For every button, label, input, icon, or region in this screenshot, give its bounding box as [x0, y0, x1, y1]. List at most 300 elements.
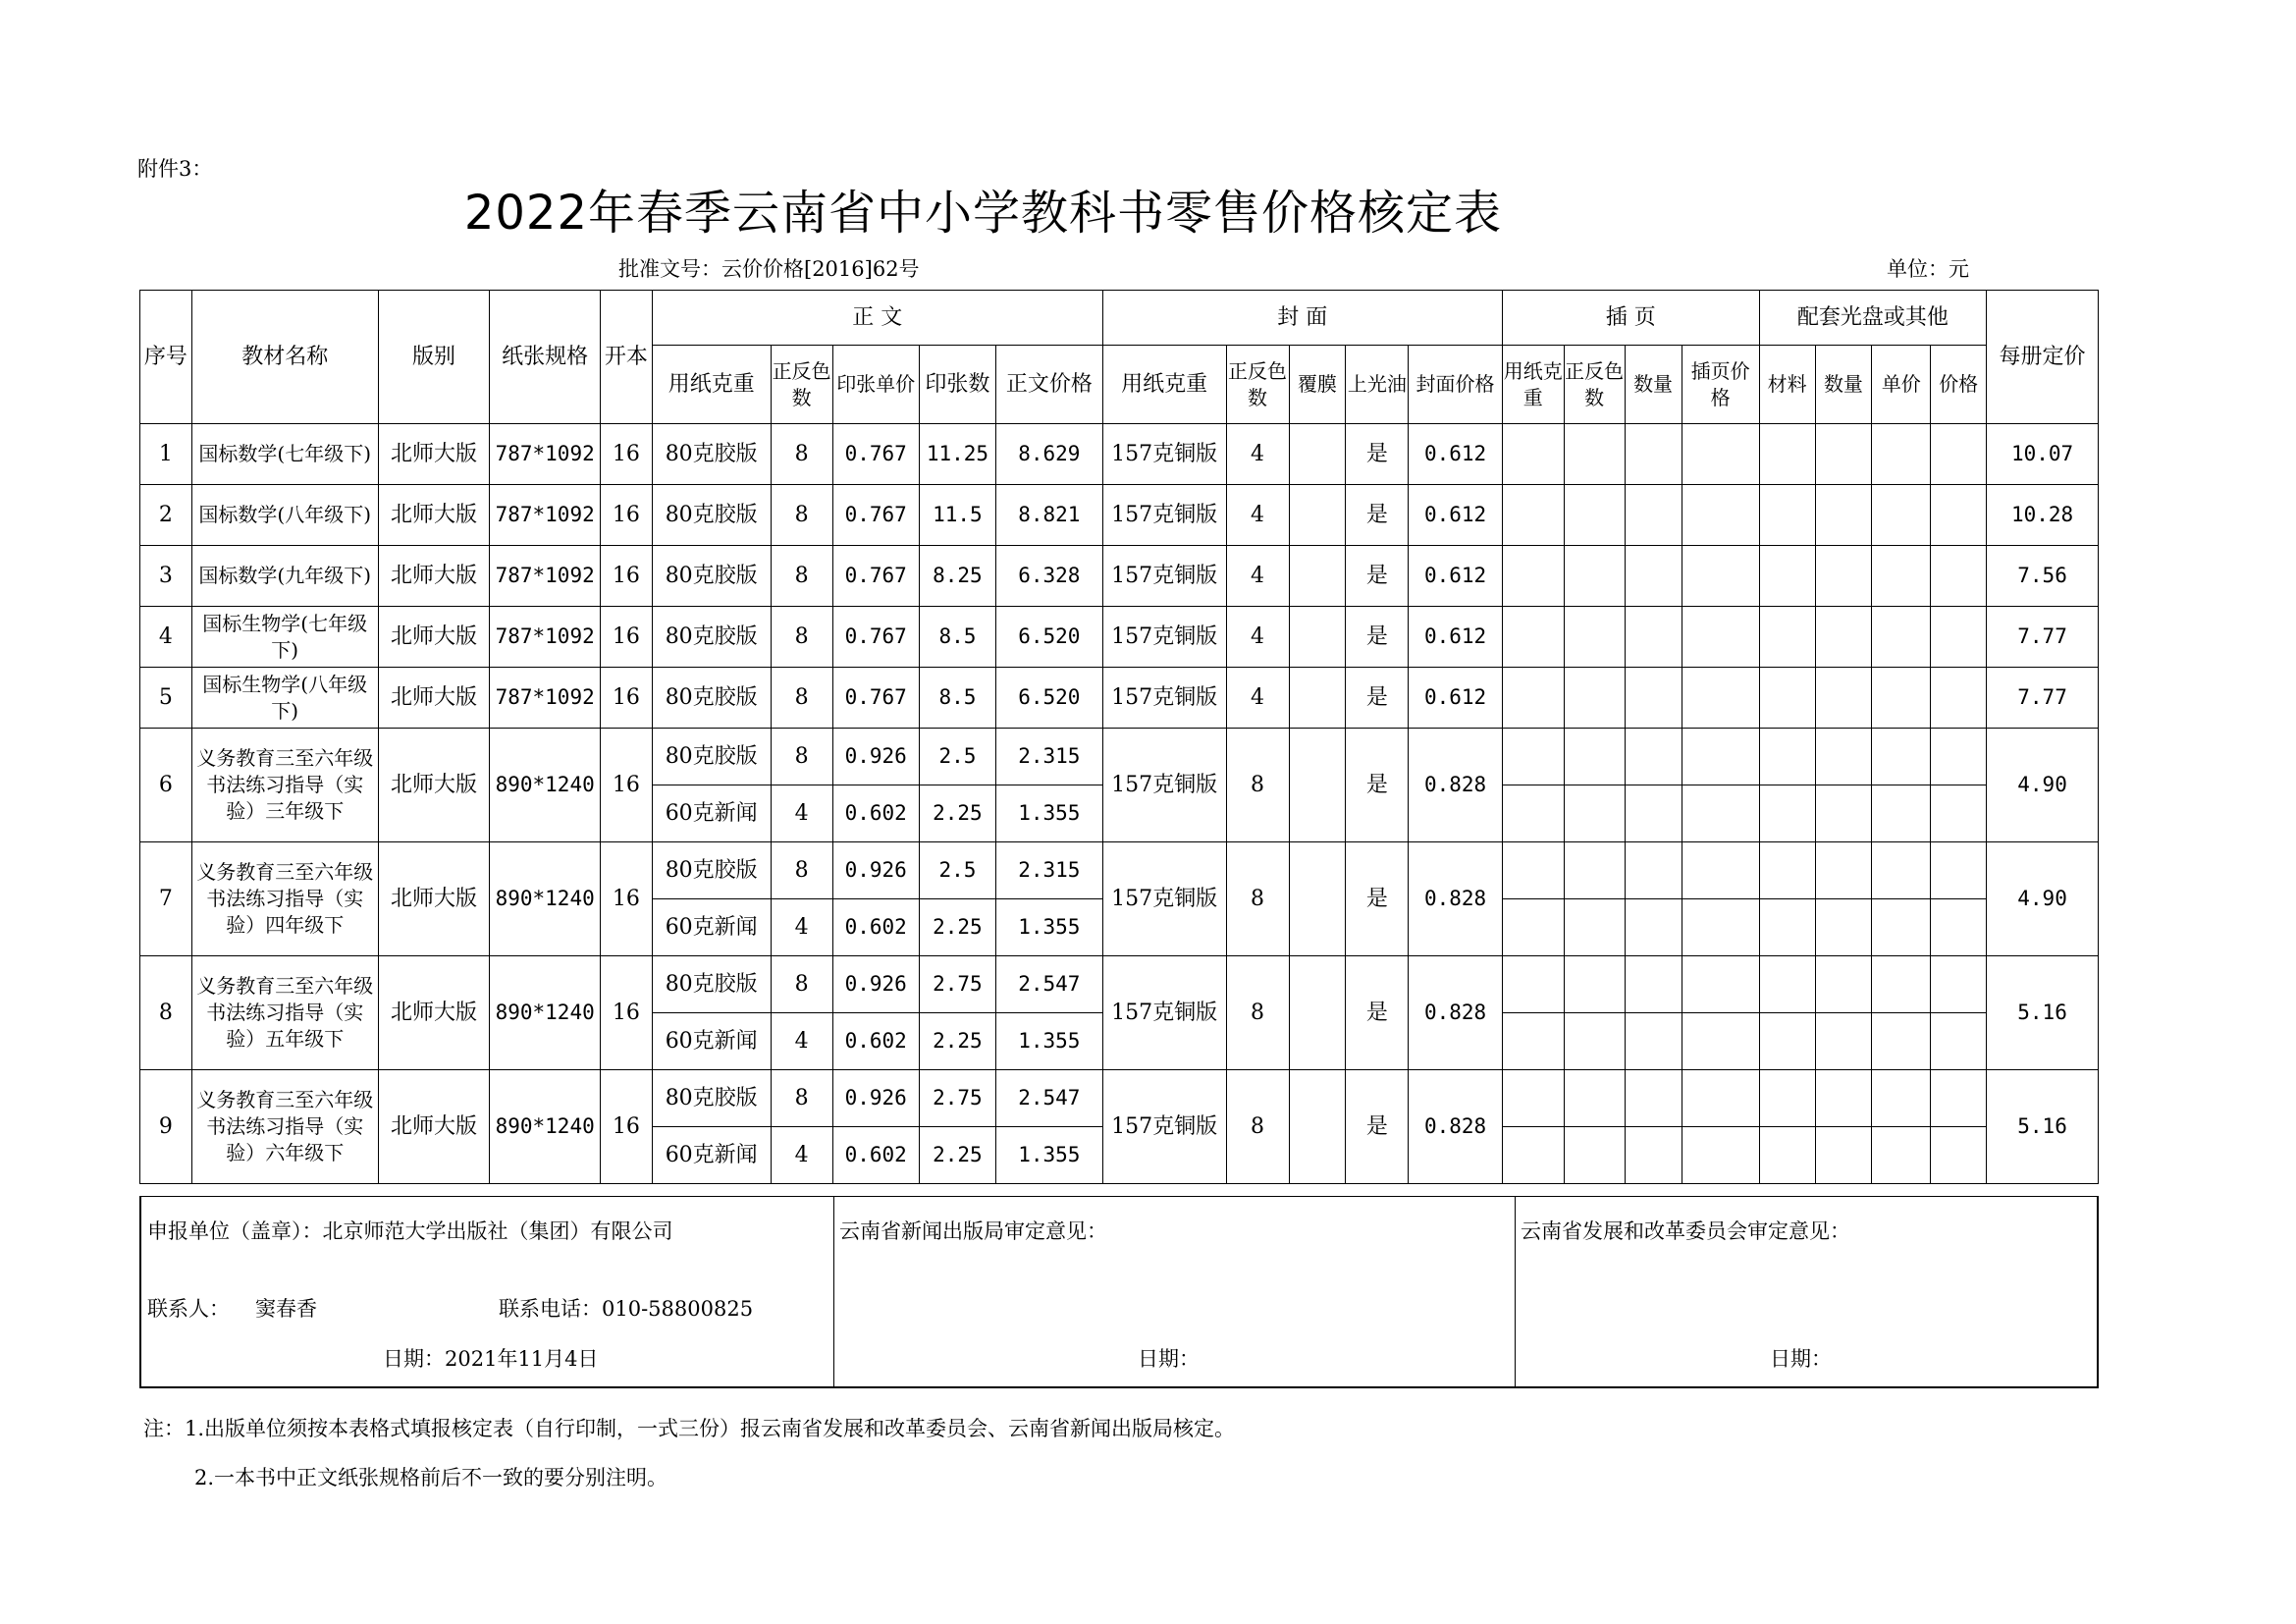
notes — [143, 1404, 1235, 1502]
cell-disc-price — [1931, 668, 1987, 729]
cell-text-paper: 80克胶版 — [652, 956, 771, 1013]
cell-insert-price — [1682, 1127, 1759, 1184]
cell-paper-spec: 890*1240 — [490, 956, 601, 1070]
cell-insert-price — [1682, 785, 1759, 842]
cell-format: 16 — [601, 485, 653, 546]
cell-book-name: 义务教育三至六年级书法练习指导（实验）三年级下 — [191, 729, 378, 842]
header-text-sheets: 印张数 — [919, 346, 995, 424]
cell-disc-qty — [1815, 842, 1872, 899]
cell-book-name: 义务教育三至六年级书法练习指导（实验）六年级下 — [191, 1070, 378, 1184]
cell-text-sheets: 2.25 — [919, 1127, 995, 1184]
cell-cover-price: 0.612 — [1409, 668, 1502, 729]
applicant-section — [141, 1197, 834, 1386]
cell-insert-colors — [1564, 1127, 1625, 1184]
page-title: 2022年春季云南省中小学教科书零售价格核定表 — [463, 186, 1502, 241]
cell-text-paper: 80克胶版 — [652, 729, 771, 785]
header-text-sheet-unit: 印张单价 — [832, 346, 919, 424]
cell-insert-price — [1682, 485, 1759, 546]
cell-text-colors: 8 — [771, 485, 832, 546]
cell-cover-price: 0.612 — [1409, 607, 1502, 668]
header-insert-colors: 正反色数 — [1564, 346, 1625, 424]
cell-insert-price — [1682, 899, 1759, 956]
cell-disc-price — [1931, 956, 1987, 1013]
cell-text-sheet-unit: 0.767 — [832, 424, 919, 485]
review-footer — [139, 1196, 2099, 1388]
cell-text-price: 2.547 — [996, 1070, 1103, 1127]
cell-text-sheet-unit: 0.602 — [832, 1013, 919, 1070]
cell-price-per-copy: 7.77 — [1987, 607, 2099, 668]
header-edition: 版别 — [378, 291, 490, 424]
cell-book-name: 义务教育三至六年级书法练习指导（实验）四年级下 — [191, 842, 378, 956]
cell-cover-colors: 8 — [1226, 842, 1289, 956]
cell-cover-film — [1289, 546, 1346, 607]
cell-insert-qty — [1625, 424, 1682, 485]
cell-insert-price — [1682, 546, 1759, 607]
cell-disc-unit — [1872, 842, 1931, 899]
cell-text-colors: 8 — [771, 546, 832, 607]
cell-text-paper: 60克新闻 — [652, 899, 771, 956]
cell-edition: 北师大版 — [378, 668, 490, 729]
cell-insert-paper — [1502, 668, 1564, 729]
cell-paper-spec: 787*1092 — [490, 668, 601, 729]
cell-edition: 北师大版 — [378, 842, 490, 956]
cell-cover-price: 0.828 — [1409, 956, 1502, 1070]
header-insert-paper: 用纸克重 — [1502, 346, 1564, 424]
cell-disc-unit — [1872, 546, 1931, 607]
cell-text-sheets: 8.5 — [919, 668, 995, 729]
cell-insert-colors — [1564, 842, 1625, 899]
cell-edition: 北师大版 — [378, 956, 490, 1070]
header-cover-paper: 用纸克重 — [1102, 346, 1226, 424]
cell-text-sheet-unit: 0.602 — [832, 899, 919, 956]
cell-text-paper: 80克胶版 — [652, 668, 771, 729]
header-disc-material: 材料 — [1759, 346, 1815, 424]
cell-text-sheets: 2.25 — [919, 1013, 995, 1070]
cell-text-price: 2.315 — [996, 729, 1103, 785]
cell-insert-colors — [1564, 956, 1625, 1013]
cell-edition: 北师大版 — [378, 729, 490, 842]
cell-disc-material — [1759, 1127, 1815, 1184]
header-cover-varnish: 上光油 — [1346, 346, 1409, 424]
cell-insert-colors — [1564, 785, 1625, 842]
cell-disc-price — [1931, 842, 1987, 899]
cell-text-sheet-unit: 0.926 — [832, 842, 919, 899]
cell-text-sheet-unit: 0.767 — [832, 485, 919, 546]
cell-insert-price — [1682, 607, 1759, 668]
cell-text-sheet-unit: 0.926 — [832, 729, 919, 785]
cell-seq: 1 — [140, 424, 192, 485]
cell-disc-material — [1759, 1070, 1815, 1127]
cell-cover-paper: 157克铜版 — [1102, 729, 1226, 842]
table-row — [140, 424, 2099, 485]
cell-text-paper: 60克新闻 — [652, 1013, 771, 1070]
cell-disc-price — [1931, 899, 1987, 956]
cell-disc-price — [1931, 1013, 1987, 1070]
cell-format: 16 — [601, 729, 653, 842]
cell-text-paper: 80克胶版 — [652, 842, 771, 899]
cell-seq: 7 — [140, 842, 192, 956]
cell-book-name: 国标生物学(七年级下) — [191, 607, 378, 668]
cell-insert-paper — [1502, 729, 1564, 785]
ndrc-review-label: 云南省发展和改革委员会审定意见： — [1521, 1219, 1850, 1243]
cell-cover-film — [1289, 729, 1346, 842]
cell-text-paper: 80克胶版 — [652, 485, 771, 546]
cell-insert-paper — [1502, 546, 1564, 607]
cell-insert-colors — [1564, 729, 1625, 785]
cell-insert-paper — [1502, 1013, 1564, 1070]
cell-disc-price — [1931, 785, 1987, 842]
cell-insert-price — [1682, 729, 1759, 785]
cell-text-paper: 80克胶版 — [652, 546, 771, 607]
header-insert-group: 插 页 — [1502, 291, 1759, 346]
cell-insert-qty — [1625, 485, 1682, 546]
cell-text-sheet-unit: 0.602 — [832, 785, 919, 842]
applicant-date: 日期：2021年11月4日 — [383, 1347, 599, 1371]
cell-cover-film — [1289, 607, 1346, 668]
cell-cover-colors: 8 — [1226, 956, 1289, 1070]
approval-doc-number: 批准文号：云价价格[2016]62号 — [618, 257, 920, 281]
cell-disc-qty — [1815, 546, 1872, 607]
cell-price-per-copy: 7.56 — [1987, 546, 2099, 607]
ndrc-review-date: 日期： — [1770, 1347, 1832, 1371]
cell-cover-colors: 8 — [1226, 1070, 1289, 1184]
cell-cover-film — [1289, 485, 1346, 546]
cell-insert-qty — [1625, 1127, 1682, 1184]
cell-book-name: 国标数学(八年级下) — [191, 485, 378, 546]
cell-disc-price — [1931, 424, 1987, 485]
header-text-group: 正 文 — [652, 291, 1102, 346]
cell-text-price: 8.821 — [996, 485, 1103, 546]
cell-disc-material — [1759, 485, 1815, 546]
cell-cover-varnish: 是 — [1346, 956, 1409, 1070]
cell-text-price: 6.328 — [996, 546, 1103, 607]
cell-text-paper: 80克胶版 — [652, 607, 771, 668]
header-disc-group: 配套光盘或其他 — [1759, 291, 1986, 346]
cell-insert-paper — [1502, 1070, 1564, 1127]
contact-name: 窦春香 — [255, 1297, 317, 1321]
cell-cover-varnish: 是 — [1346, 424, 1409, 485]
note-2: 2.一本书中正文纸张规格前后不一致的要分别注明。 — [194, 1466, 668, 1489]
cell-cover-film — [1289, 668, 1346, 729]
cell-cover-price: 0.828 — [1409, 1070, 1502, 1184]
cell-paper-spec: 787*1092 — [490, 485, 601, 546]
cell-edition: 北师大版 — [378, 1070, 490, 1184]
cell-text-paper: 60克新闻 — [652, 785, 771, 842]
cell-cover-colors: 4 — [1226, 424, 1289, 485]
cell-cover-film — [1289, 1070, 1346, 1184]
cell-text-sheets: 2.25 — [919, 899, 995, 956]
cell-text-sheets: 2.25 — [919, 785, 995, 842]
cell-text-sheets: 2.5 — [919, 729, 995, 785]
table-row — [140, 729, 2099, 785]
cell-text-paper: 80克胶版 — [652, 1070, 771, 1127]
cell-insert-price — [1682, 1070, 1759, 1127]
cell-disc-price — [1931, 729, 1987, 785]
cell-text-price: 1.355 — [996, 1127, 1103, 1184]
cell-cover-colors: 4 — [1226, 485, 1289, 546]
cell-text-colors: 8 — [771, 607, 832, 668]
cell-cover-film — [1289, 956, 1346, 1070]
cell-insert-qty — [1625, 607, 1682, 668]
cell-disc-price — [1931, 607, 1987, 668]
cell-disc-unit — [1872, 956, 1931, 1013]
header-cover-group: 封 面 — [1102, 291, 1502, 346]
cell-cover-varnish: 是 — [1346, 546, 1409, 607]
cell-book-name: 国标数学(七年级下) — [191, 424, 378, 485]
cell-cover-colors: 4 — [1226, 607, 1289, 668]
cell-disc-material — [1759, 899, 1815, 956]
cell-cover-varnish: 是 — [1346, 729, 1409, 842]
cell-seq: 5 — [140, 668, 192, 729]
cell-format: 16 — [601, 956, 653, 1070]
cell-text-colors: 4 — [771, 899, 832, 956]
header-disc-qty: 数量 — [1815, 346, 1872, 424]
cell-text-sheets: 8.5 — [919, 607, 995, 668]
cell-cover-price: 0.612 — [1409, 546, 1502, 607]
header-disc-price: 价格 — [1931, 346, 1987, 424]
cell-disc-unit — [1872, 729, 1931, 785]
cell-price-per-copy: 10.07 — [1987, 424, 2099, 485]
header-cover-price: 封面价格 — [1409, 346, 1502, 424]
cell-seq: 8 — [140, 956, 192, 1070]
cell-text-colors: 4 — [771, 1127, 832, 1184]
cell-text-paper: 80克胶版 — [652, 424, 771, 485]
header-name: 教材名称 — [191, 291, 378, 424]
cell-edition: 北师大版 — [378, 607, 490, 668]
cell-disc-qty — [1815, 1127, 1872, 1184]
cell-disc-qty — [1815, 899, 1872, 956]
cell-disc-qty — [1815, 485, 1872, 546]
cell-format: 16 — [601, 1070, 653, 1184]
cell-price-per-copy: 5.16 — [1987, 1070, 2099, 1184]
cell-price-per-copy: 7.77 — [1987, 668, 2099, 729]
header-text-colors: 正反色数 — [771, 346, 832, 424]
cell-text-sheet-unit: 0.602 — [832, 1127, 919, 1184]
cell-disc-price — [1931, 546, 1987, 607]
cell-disc-qty — [1815, 785, 1872, 842]
cell-insert-qty — [1625, 842, 1682, 899]
header-insert-qty: 数量 — [1625, 346, 1682, 424]
cell-insert-qty — [1625, 668, 1682, 729]
cell-insert-colors — [1564, 668, 1625, 729]
cell-cover-film — [1289, 424, 1346, 485]
cell-insert-price — [1682, 424, 1759, 485]
cell-seq: 2 — [140, 485, 192, 546]
cell-disc-material — [1759, 842, 1815, 899]
cell-insert-qty — [1625, 1070, 1682, 1127]
cell-format: 16 — [601, 424, 653, 485]
cell-cover-varnish: 是 — [1346, 1070, 1409, 1184]
cell-text-sheets: 2.75 — [919, 956, 995, 1013]
cell-cover-price: 0.828 — [1409, 729, 1502, 842]
table-row — [140, 485, 2099, 546]
cell-insert-colors — [1564, 485, 1625, 546]
cell-format: 16 — [601, 607, 653, 668]
cell-price-per-copy: 4.90 — [1987, 729, 2099, 842]
cell-paper-spec: 787*1092 — [490, 607, 601, 668]
cell-book-name: 国标数学(九年级下) — [191, 546, 378, 607]
cell-cover-paper: 157克铜版 — [1102, 668, 1226, 729]
table-row — [140, 842, 2099, 899]
cell-disc-material — [1759, 1013, 1815, 1070]
cell-insert-paper — [1502, 785, 1564, 842]
table-body — [140, 424, 2099, 1184]
cell-disc-unit — [1872, 1070, 1931, 1127]
header-paper-spec: 纸张规格 — [490, 291, 601, 424]
cell-text-sheets: 11.5 — [919, 485, 995, 546]
cell-seq: 4 — [140, 607, 192, 668]
attachment-label: 附件3： — [137, 157, 213, 181]
cell-cover-paper: 157克铜版 — [1102, 546, 1226, 607]
cell-cover-film — [1289, 842, 1346, 956]
cell-price-per-copy: 4.90 — [1987, 842, 2099, 956]
header-disc-unit: 单价 — [1872, 346, 1931, 424]
price-table — [139, 290, 2099, 1184]
cell-disc-qty — [1815, 1013, 1872, 1070]
cell-disc-material — [1759, 546, 1815, 607]
header-cover-film: 覆膜 — [1289, 346, 1346, 424]
cell-insert-price — [1682, 956, 1759, 1013]
cell-insert-paper — [1502, 607, 1564, 668]
cell-disc-price — [1931, 485, 1987, 546]
cell-disc-unit — [1872, 668, 1931, 729]
cell-insert-qty — [1625, 899, 1682, 956]
cell-text-sheet-unit: 0.767 — [832, 668, 919, 729]
cell-insert-paper — [1502, 485, 1564, 546]
header-format: 开本 — [601, 291, 653, 424]
cell-book-name: 国标生物学(八年级下) — [191, 668, 378, 729]
cell-seq: 9 — [140, 1070, 192, 1184]
cell-cover-varnish: 是 — [1346, 485, 1409, 546]
cell-insert-paper — [1502, 842, 1564, 899]
press-review-date: 日期： — [1138, 1347, 1200, 1371]
cell-text-sheets: 2.5 — [919, 842, 995, 899]
cell-cover-colors: 8 — [1226, 729, 1289, 842]
cell-disc-unit — [1872, 899, 1931, 956]
press-review-label: 云南省新闻出版局审定意见： — [839, 1219, 1107, 1243]
table-row — [140, 956, 2099, 1013]
cell-book-name: 义务教育三至六年级书法练习指导（实验）五年级下 — [191, 956, 378, 1070]
cell-edition: 北师大版 — [378, 424, 490, 485]
cell-price-per-copy: 5.16 — [1987, 956, 2099, 1070]
cell-format: 16 — [601, 668, 653, 729]
cell-paper-spec: 787*1092 — [490, 424, 601, 485]
cell-text-price: 1.355 — [996, 1013, 1103, 1070]
note-1: 注：1.出版单位须按本表格式填报核定表（自行印制，一式三份）报云南省发展和改革委员会、云南省新闻出版局核定。 — [143, 1417, 1236, 1440]
cell-insert-paper — [1502, 424, 1564, 485]
cell-disc-qty — [1815, 956, 1872, 1013]
cell-insert-paper — [1502, 956, 1564, 1013]
unit-label: 单位：元 — [1887, 257, 1969, 281]
cell-cover-price: 0.612 — [1409, 424, 1502, 485]
cell-text-price: 1.355 — [996, 899, 1103, 956]
cell-format: 16 — [601, 546, 653, 607]
cell-seq: 6 — [140, 729, 192, 842]
cell-format: 16 — [601, 842, 653, 956]
ndrc-review-section — [1515, 1197, 2097, 1386]
cell-disc-material — [1759, 607, 1815, 668]
cell-edition: 北师大版 — [378, 546, 490, 607]
cell-disc-price — [1931, 1070, 1987, 1127]
cell-text-colors: 8 — [771, 668, 832, 729]
cell-insert-qty — [1625, 546, 1682, 607]
cell-cover-paper: 157克铜版 — [1102, 842, 1226, 956]
cell-disc-qty — [1815, 424, 1872, 485]
cell-disc-material — [1759, 424, 1815, 485]
cell-disc-unit — [1872, 607, 1931, 668]
cell-edition: 北师大版 — [378, 485, 490, 546]
cell-disc-unit — [1872, 1013, 1931, 1070]
cell-text-colors: 8 — [771, 424, 832, 485]
cell-text-colors: 4 — [771, 1013, 832, 1070]
cell-price-per-copy: 10.28 — [1987, 485, 2099, 546]
cell-text-price: 2.547 — [996, 956, 1103, 1013]
cell-disc-material — [1759, 785, 1815, 842]
cell-text-sheets: 2.75 — [919, 1070, 995, 1127]
cell-cover-paper: 157克铜版 — [1102, 485, 1226, 546]
contact-phone: 联系电话：010-58800825 — [499, 1297, 754, 1321]
cell-cover-paper: 157克铜版 — [1102, 956, 1226, 1070]
cell-cover-price: 0.612 — [1409, 485, 1502, 546]
cell-text-sheet-unit: 0.926 — [832, 1070, 919, 1127]
cell-disc-material — [1759, 668, 1815, 729]
table-row — [140, 607, 2099, 668]
cell-seq: 3 — [140, 546, 192, 607]
cell-insert-price — [1682, 1013, 1759, 1070]
cell-text-sheet-unit: 0.767 — [832, 607, 919, 668]
header-seq: 序号 — [140, 291, 192, 424]
applicant-unit: 申报单位（盖章）：北京师范大学出版社（集团）有限公司 — [147, 1219, 673, 1243]
cell-disc-material — [1759, 956, 1815, 1013]
press-review-section — [833, 1197, 1516, 1386]
cell-text-price: 6.520 — [996, 607, 1103, 668]
cell-text-sheet-unit: 0.926 — [832, 956, 919, 1013]
cell-cover-paper: 157克铜版 — [1102, 1070, 1226, 1184]
header-cover-colors: 正反色数 — [1226, 346, 1289, 424]
cell-cover-varnish: 是 — [1346, 607, 1409, 668]
cell-cover-colors: 4 — [1226, 668, 1289, 729]
cell-disc-qty — [1815, 729, 1872, 785]
cell-disc-unit — [1872, 485, 1931, 546]
cell-text-sheets: 8.25 — [919, 546, 995, 607]
table-row — [140, 546, 2099, 607]
cell-insert-colors — [1564, 607, 1625, 668]
cell-cover-colors: 4 — [1226, 546, 1289, 607]
cell-text-price: 1.355 — [996, 785, 1103, 842]
cell-text-price: 2.315 — [996, 842, 1103, 899]
cell-text-colors: 8 — [771, 1070, 832, 1127]
header-price-per-copy: 每册定价 — [1987, 291, 2099, 424]
cell-disc-qty — [1815, 607, 1872, 668]
cell-disc-qty — [1815, 668, 1872, 729]
cell-cover-price: 0.828 — [1409, 842, 1502, 956]
table-row — [140, 1070, 2099, 1127]
cell-paper-spec: 890*1240 — [490, 1070, 601, 1184]
cell-insert-price — [1682, 842, 1759, 899]
cell-cover-varnish: 是 — [1346, 668, 1409, 729]
cell-disc-qty — [1815, 1070, 1872, 1127]
cell-disc-unit — [1872, 785, 1931, 842]
cell-cover-paper: 157克铜版 — [1102, 424, 1226, 485]
cell-insert-colors — [1564, 899, 1625, 956]
cell-text-sheet-unit: 0.767 — [832, 546, 919, 607]
cell-disc-price — [1931, 1127, 1987, 1184]
cell-disc-unit — [1872, 424, 1931, 485]
cell-insert-colors — [1564, 424, 1625, 485]
cell-disc-material — [1759, 729, 1815, 785]
header-text-price: 正文价格 — [996, 346, 1103, 424]
header-insert-price: 插页价格 — [1682, 346, 1759, 424]
